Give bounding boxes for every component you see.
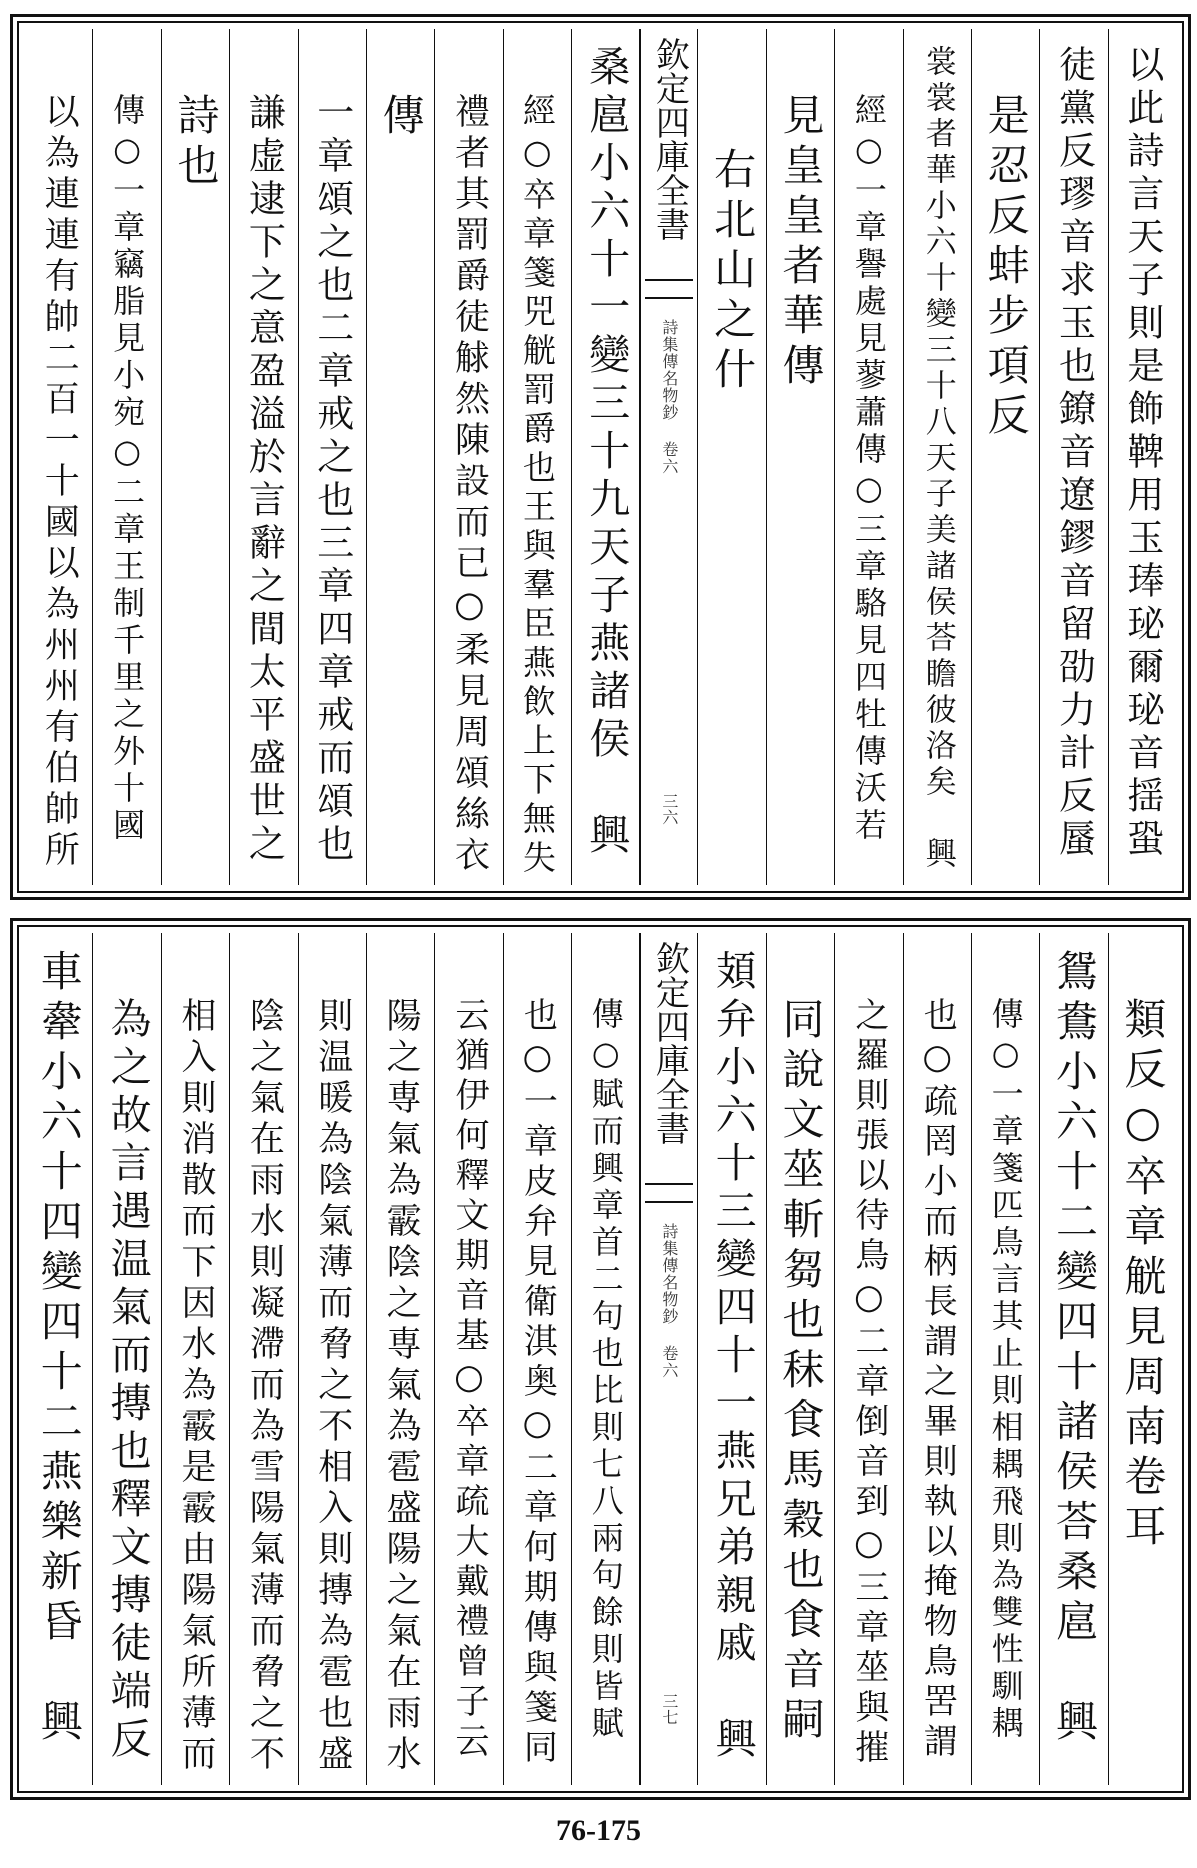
section-heading: 頍弁小六十三變四十一燕兄弟親戚 興: [708, 949, 757, 1765]
section-heading: 鴛鴦小六十二變四十諸侯荅桑扈 興: [1049, 949, 1099, 1749]
leaf-number: 三七: [659, 1693, 679, 1725]
column-text: 傳○賦而興章首二句也比則七八兩句餘則皆賦: [586, 997, 625, 1743]
text-column: [92, 29, 160, 885]
section-heading: 車舝小六十四變四十二燕樂新昏 興: [34, 949, 84, 1749]
column-text: 傳○一章箋匹鳥言其止則相耦飛則為雙性馴耦: [986, 997, 1025, 1743]
text-column: [571, 29, 639, 885]
column-text: 謙虚逮下之意盈溢於言辭之間太平盛世之: [242, 93, 286, 867]
text-column: [1039, 933, 1107, 1785]
fish-tail-mark: [645, 279, 693, 299]
text-column: [834, 29, 902, 885]
leaf-number: 三六: [659, 793, 679, 825]
column-text: 見皇皇者華傳: [776, 93, 826, 393]
column-text: 為之故言遇温氣而摶也釋文摶徒端反: [103, 997, 152, 1765]
column-text: 是忍反蚌步項反: [981, 93, 1031, 443]
column-text: 陽之専氣為霰陰之専氣為雹盛陽之氣在雨水: [381, 997, 422, 1776]
text-column: [161, 933, 229, 1785]
lower-columns: [25, 933, 1176, 1785]
text-column: [161, 29, 229, 885]
text-column: [971, 29, 1039, 885]
text-column: [1108, 29, 1176, 885]
lower-page: [10, 918, 1191, 1800]
text-column: [92, 933, 160, 1785]
book-title: 詩集傳名物鈔 卷六: [659, 1223, 679, 1379]
column-text: 也○疏罔小而柄長謂之畢則執以掩物鳥罟謂: [917, 997, 958, 1763]
text-column: [229, 933, 297, 1785]
upper-page: [10, 14, 1191, 900]
column-text: 一章頌之也二章戒之也三章四章戒而頌也: [310, 93, 354, 867]
text-column: [25, 933, 92, 1785]
column-text: 以為連連有帥二百一十國以為州州有伯帥所: [39, 93, 80, 872]
text-column: [366, 933, 434, 1785]
column-text: 則温暖為陰氣薄而脅之不相入則摶為雹也盛: [312, 997, 353, 1776]
text-column: [503, 29, 571, 885]
section-heading: 桑扈小六十一變三十九天子燕諸侯 興: [582, 45, 631, 861]
text-column: [434, 933, 502, 1785]
column-text: 以此詩言天子則是飾鞞用玉琫珌爾珌音揺蛩: [1120, 45, 1164, 862]
center-margin: [639, 29, 697, 885]
text-column: [503, 933, 571, 1785]
text-column: [1108, 933, 1176, 1785]
column-text: 類反○卒章觥見周南卷耳: [1118, 997, 1168, 1554]
text-column: [766, 29, 834, 885]
text-column: [229, 29, 297, 885]
text-column: [697, 933, 765, 1785]
text-column: [1039, 29, 1107, 885]
column-text: 陰之氣在雨水則凝滯而為雪陽氣薄而脅之不: [244, 997, 285, 1776]
column-text: 云猶伊何釋文期音基○卒章疏大戴禮曾子云: [448, 997, 489, 1763]
column-text: 傳○一章竊脂見小宛○二章王制千里之外十國: [108, 93, 147, 845]
column-text: 傳: [376, 93, 426, 143]
text-column: [366, 29, 434, 885]
text-column: [571, 933, 639, 1785]
column-text: 禮者其罰爵徒觩然陳設而已○柔見周頌絲衣: [449, 93, 490, 877]
column-text: 同說文莝斬芻也秣食馬穀也食音嗣: [776, 997, 826, 1747]
upper-columns: [25, 29, 1176, 885]
column-text: 相入則消散而下因水為霰是霰由陽氣所薄而: [175, 997, 216, 1776]
text-column: [25, 29, 92, 885]
column-text: 經○卒章箋兕觥罰爵也王與羣臣燕飲上下無失: [517, 93, 557, 879]
text-column: [298, 933, 366, 1785]
book-series-title: 欽定四庫全書: [649, 941, 690, 1145]
text-column: [903, 933, 971, 1785]
text-column: [766, 933, 834, 1785]
column-text: 也○一章皮弁見衛淇奥○二章何期傳與箋同: [517, 997, 558, 1769]
text-column: [834, 933, 902, 1785]
section-heading: 裳裳者華小六十變三十八天子美諸侯荅瞻彼洛矣 興: [919, 45, 956, 873]
text-column: [903, 29, 971, 885]
text-column: [697, 29, 765, 885]
text-column: [434, 29, 502, 885]
page-number: 76-175: [556, 1814, 641, 1847]
center-margin: [639, 933, 697, 1785]
text-column: [971, 933, 1039, 1785]
book-series-title: 欽定四庫全書: [649, 37, 690, 241]
column-text: 之羅則張以待鳥○二章倒音到○三章莝與摧: [848, 997, 889, 1769]
column-text: 經○一章譽處見蓼蕭傳○三章駱見四牡傳沃若: [849, 93, 888, 845]
column-text: 詩也: [171, 93, 221, 193]
column-text: 徒黨反璆音求玉也鐐音遼鏐音留劭力計反蜃: [1052, 45, 1096, 862]
section-heading: 右北山之什: [708, 147, 758, 397]
text-column: [298, 29, 366, 885]
book-title: 詩集傳名物鈔 卷六: [659, 319, 679, 475]
fish-tail-mark: [645, 1183, 693, 1203]
